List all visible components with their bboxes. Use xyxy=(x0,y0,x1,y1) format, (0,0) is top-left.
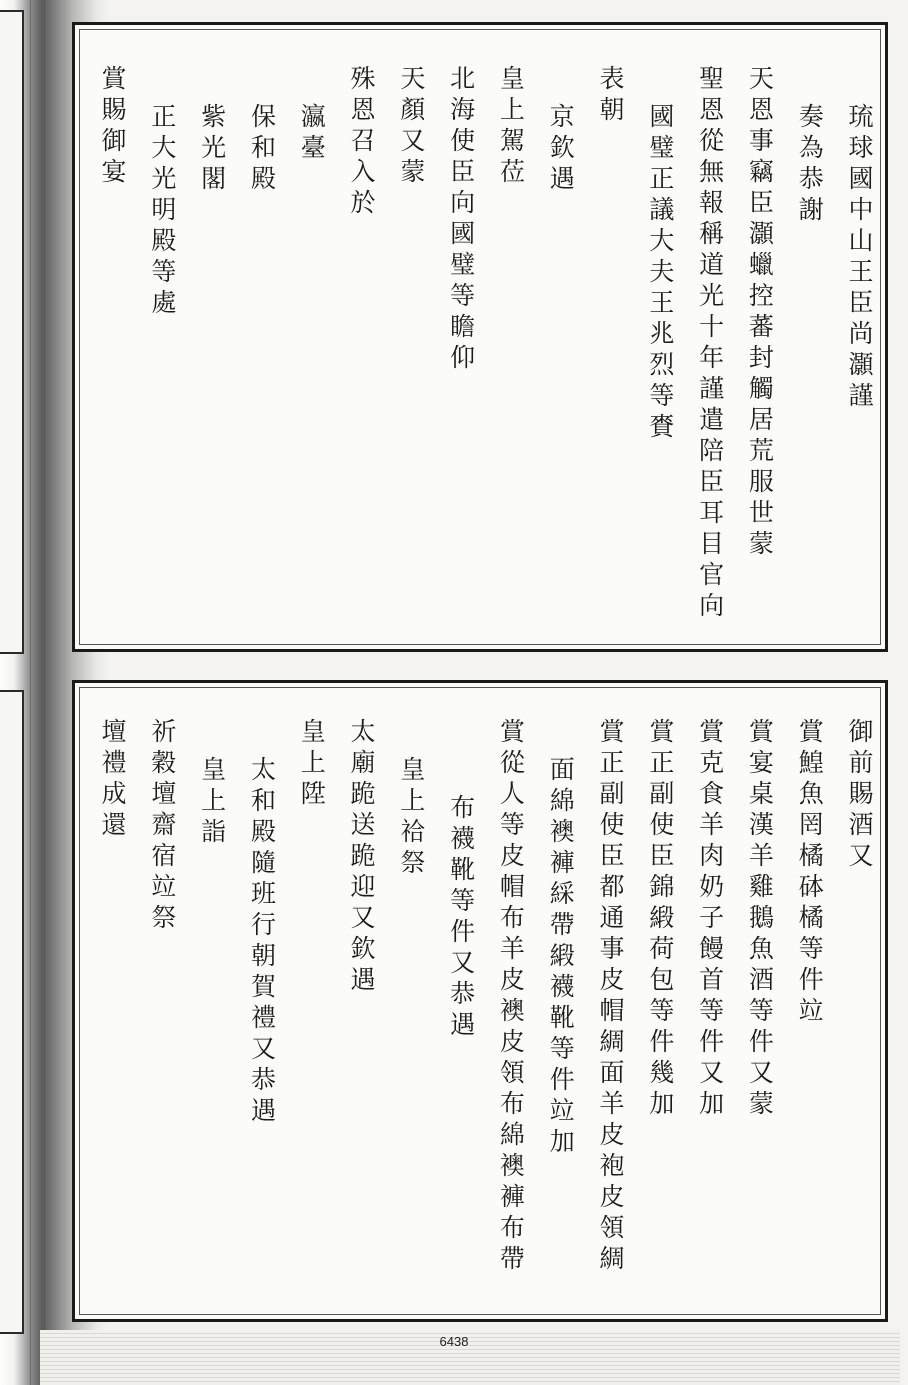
text-column: 殊恩召入於 xyxy=(347,65,377,220)
text-column: 皇上駕莅 xyxy=(496,65,526,189)
text-column: 琉球國中山王臣尚灝謹 xyxy=(845,103,874,413)
text-column: 賞鰉魚罔橘砵橘等件竝 xyxy=(795,718,825,1028)
text-column: 皇上祫祭 xyxy=(396,756,426,880)
text-column: 賞克食羊肉奶子饅首等件又加 xyxy=(695,718,725,1121)
text-column: 賞宴桌漢羊雞鵝魚酒等件又蒙 xyxy=(745,718,775,1121)
text-column: 表朝 xyxy=(596,65,626,127)
previous-page-frame-edge xyxy=(0,10,24,654)
text-column: 賞從人等皮帽布羊皮襖皮領布綿襖褲布帶 xyxy=(496,718,526,1276)
text-column: 太廟跪送跪迎又欽遇 xyxy=(347,718,377,997)
text-column: 布襪靴等件又恭遇 xyxy=(446,794,476,1042)
text-column: 國璧正議大夫王兆烈等賚 xyxy=(645,103,675,444)
text-column: 天恩事竊臣灝蠟控蕃封觸居荒服世蒙 xyxy=(745,65,775,561)
text-column: 聖恩從無報稱道光十年謹遣陪臣耳目官向 xyxy=(695,65,725,623)
text-column: 京欽遇 xyxy=(546,103,576,196)
bottom-panel-columns xyxy=(82,683,879,1319)
page-stack-line xyxy=(30,0,31,1385)
text-column: 壇禮成還 xyxy=(98,718,128,842)
text-column: 御前賜酒又 xyxy=(845,718,874,873)
bottom-text-panel xyxy=(72,680,888,1322)
text-column: 皇上詣 xyxy=(197,756,227,849)
text-column: 太和殿隨班行朝賀禮又恭遇 xyxy=(247,756,277,1128)
text-column: 天顏又蒙 xyxy=(396,65,426,189)
text-column: 賞正副使臣都通事皮帽綢面羊皮袍皮領綢 xyxy=(596,718,626,1276)
text-column: 祈穀壇齋宿竝祭 xyxy=(147,718,177,935)
text-column: 皇上陞 xyxy=(297,718,327,811)
top-text-panel xyxy=(72,22,888,652)
text-column: 正大光明殿等處 xyxy=(147,103,177,320)
text-column: 賞正副使臣錦緞荷包等件幾加 xyxy=(645,718,675,1121)
text-column: 保和殿 xyxy=(247,103,277,196)
text-column: 瀛臺 xyxy=(297,103,327,165)
text-column: 面綿襖褲綵帶緞襪靴等件竝加 xyxy=(546,756,576,1159)
text-column: 賞賜御宴 xyxy=(98,65,128,189)
page-number: 6438 xyxy=(439,1334,469,1349)
text-column: 北海使臣向國璧等瞻仰 xyxy=(446,65,476,375)
top-panel-columns xyxy=(82,25,879,649)
page-stack-line xyxy=(44,0,45,1385)
text-column: 奏為恭謝 xyxy=(795,103,825,227)
text-column: 紫光閣 xyxy=(197,103,227,196)
previous-page-frame-edge xyxy=(0,690,24,1334)
